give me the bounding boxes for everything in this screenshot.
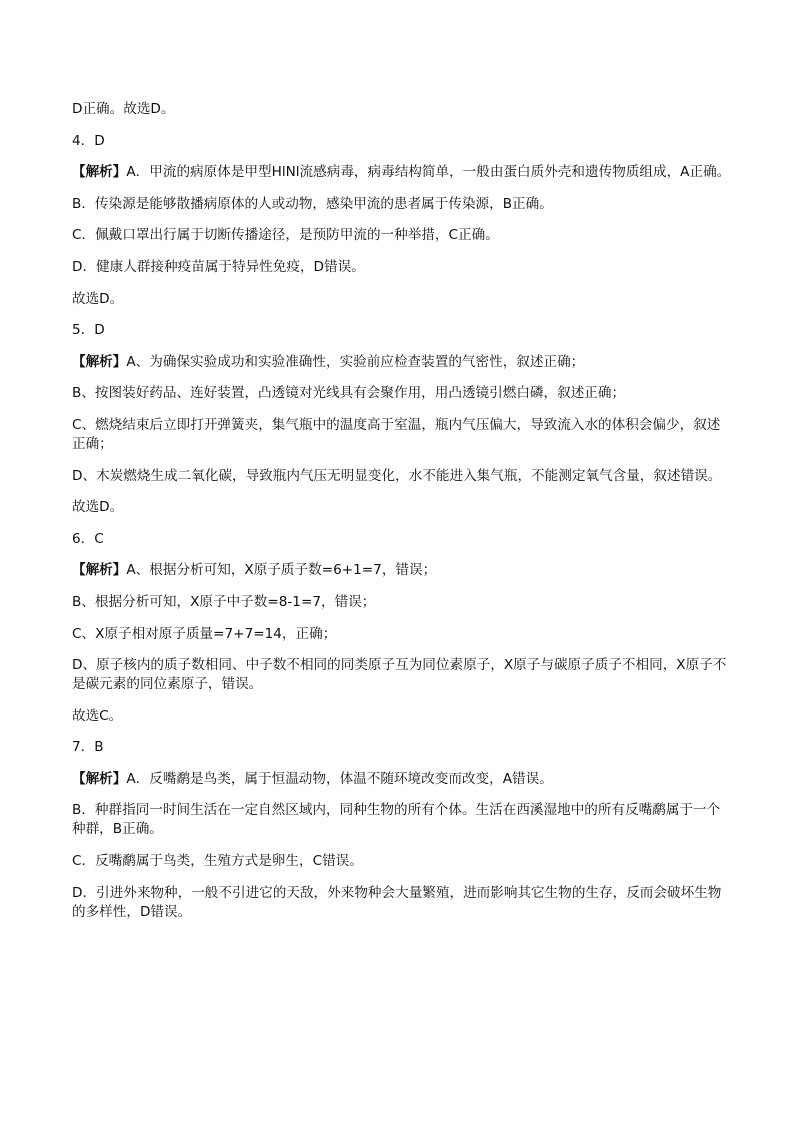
question-number: 5．D	[72, 322, 105, 339]
text-line: D、原子核内的质子数相同、中子数不相同的同类原子互为同位素原子，X原子与碳原子质子不相同，X原子不是碳元素的同位素原子，错误。	[72, 657, 727, 693]
analysis-line: 【解析】A、为确保实验成功和实验准确性，实验前应检查装置的气密性，叙述正确；	[72, 353, 585, 370]
text-line: C．反嘴鹬属于鸟类，生殖方式是卵生，C错误。	[72, 853, 363, 870]
conclusion-line: 故选D。	[72, 499, 124, 516]
answer-explanations	[72, 100, 732, 934]
text-line: D、木炭燃烧生成二氧化碳，导致瓶内气压无明显变化，水不能进入集气瓶，不能测定氧气含量，叙述错误。	[72, 467, 722, 484]
text-line: D．健康人群接种疫苗属于特异性免疫，D错误。	[72, 258, 365, 275]
question-number: 6．C	[72, 530, 104, 547]
text-line: B．种群指同一时间生活在一定自然区域内，同种生物的所有个体。生活在西溪湿地中的所有反嘴鹬属于一个种群，B正确。	[72, 802, 721, 838]
text-line: B、按图装好药品、连好装置，凸透镜对光线具有会聚作用，用凸透镜引燃白磷，叙述正确；	[72, 385, 626, 402]
analysis-tag: 【解析】	[72, 353, 127, 370]
analysis-tag: 【解析】	[72, 562, 127, 579]
question-number: 4．D	[72, 132, 105, 149]
conclusion-line: 故选D。	[72, 290, 124, 307]
question-number: 7．B	[72, 739, 104, 756]
analysis-tag: 【解析】	[72, 164, 127, 181]
analysis-line: 【解析】A、根据分析可知，X原子质子数=6+1=7，错误；	[72, 562, 437, 579]
text-line: D．引进外来物种，一般不引进它的天敌，外来物种会大量繁殖，进而影响其它生物的生存，反而会破坏生物的多样性，D错误。	[72, 884, 722, 920]
analysis-tag: 【解析】	[72, 770, 127, 787]
text-line: D正确。故选D。	[72, 101, 175, 117]
conclusion-line: 故选C。	[72, 707, 123, 724]
analysis-line: 【解析】A．反嘴鹬是鸟类，属于恒温动物，体温不随环境改变而改变，A错误。	[72, 770, 553, 787]
text-line: C．佩戴口罩出行属于切断传播途径，是预防甲流的一种举措，C正确。	[72, 227, 499, 244]
analysis-line: 【解析】A．甲流的病原体是甲型HlNl流感病毒，病毒结构简单，一般由蛋白质外壳和遗传物质组成，A正确。	[72, 164, 731, 181]
text-line: B、根据分析可知，X原子中子数=8-1=7，错误；	[72, 593, 376, 610]
text-line: C、X原子相对原子质量=7+7=14，正确；	[72, 625, 337, 642]
text-line: C、燃烧结束后立即打开弹簧夹，集气瓶中的温度高于室温，瓶内气压偏大，导致流入水的体积会偏少，叙述正确；	[72, 416, 721, 452]
text-line: B．传染源是能够散播病原体的人或动物，感染甲流的患者属于传染源，B正确。	[72, 195, 553, 212]
